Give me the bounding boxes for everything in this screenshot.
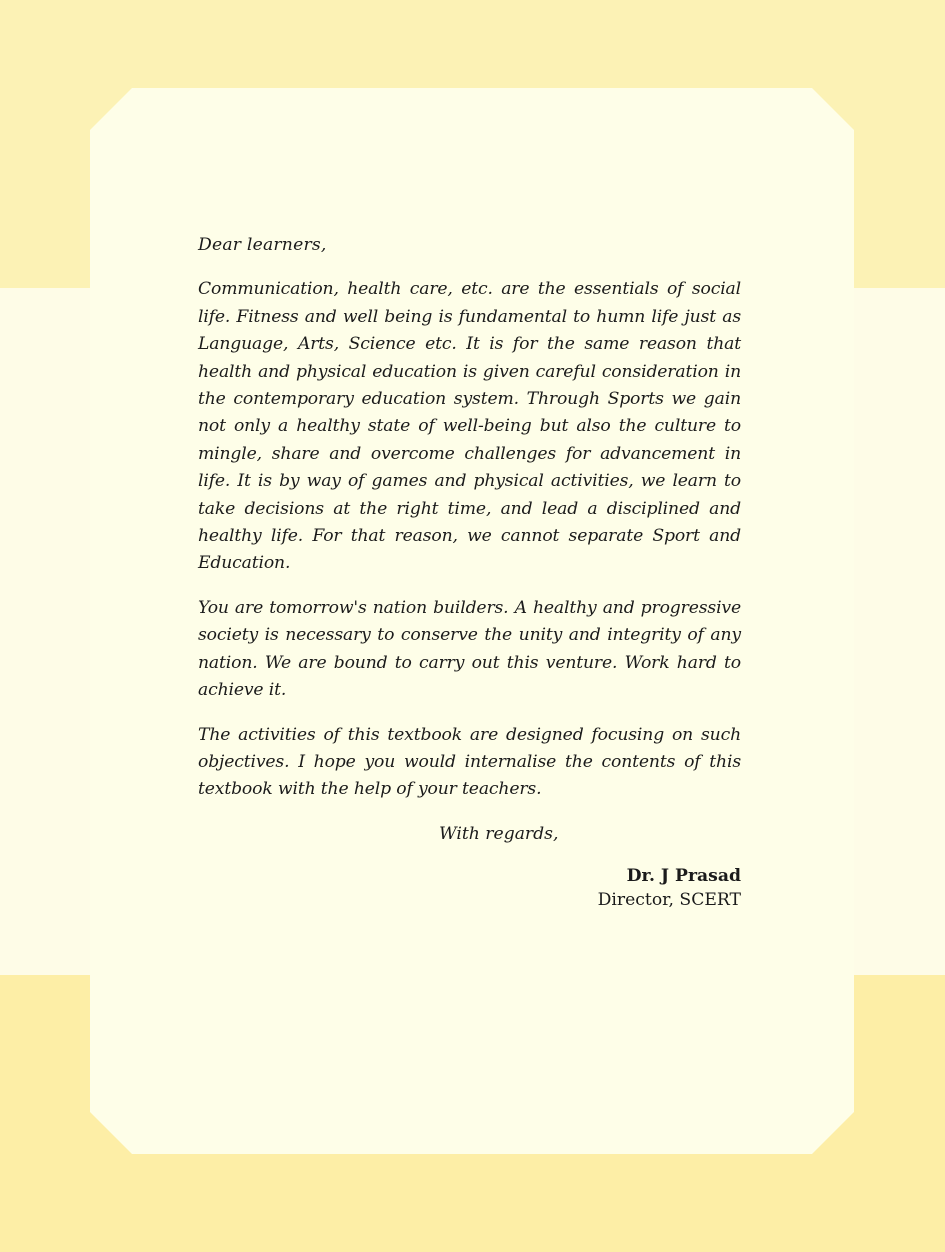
- signatory-name: Dr. J Prasad: [626, 866, 741, 887]
- paragraph-textbook-activities: The activities of this textbook are designed focusing on such objectives. I hope you would internalise the contents of this textbook with the help of your teachers.: [198, 724, 741, 800]
- paragraph-communication: Communication, health care, etc. are the essentials of social life. Fitness and well being is fundamental to humn life just as Language, Arts, Science etc. It is for the same reason that health and physical education is given careful consideration in the contemporary education system. Through Sports we gain not only a healthy state of well-being but also the culture to mingle, share and overcome challenges for advancement in life. It is by way of games and physical activities, we learn to take decisions at the right time, and lead a disciplined and healthy life. For that reason, we cannot separate Sport and Education.: [198, 279, 741, 574]
- signatory-title: Director, SCERT: [597, 890, 741, 911]
- salutation: Dear learners,: [198, 235, 327, 255]
- letter-body: [198, 232, 741, 912]
- closing-regards: With regards,: [439, 823, 559, 844]
- paragraph-nation-builders: You are tomorrow's nation builders. A healthy and progressive society is necessary to conserve the unity and integrity of any nation. We are bound to carry out this venture. Work hard to achieve it.: [198, 597, 741, 701]
